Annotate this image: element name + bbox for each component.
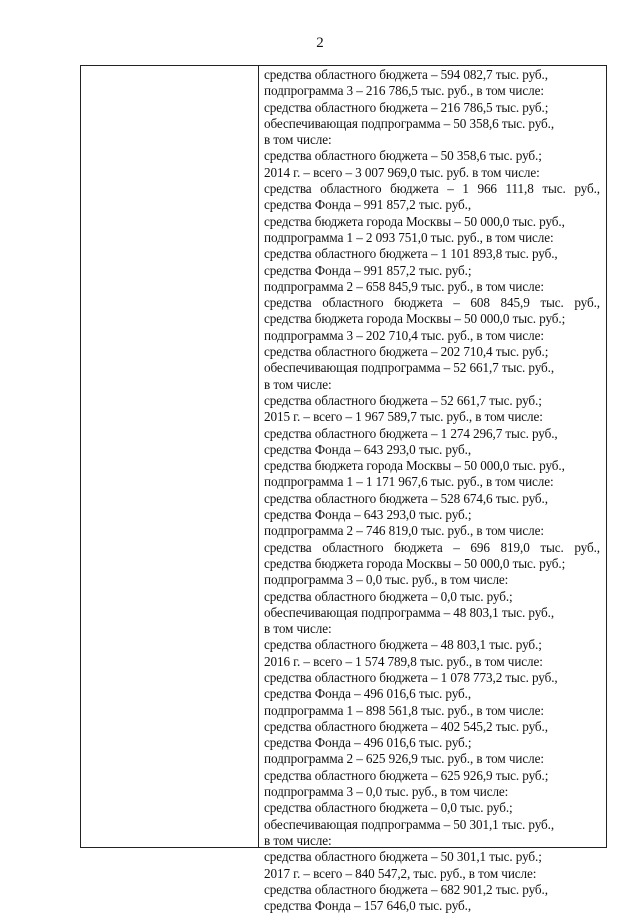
funding-line: средства областного бюджета – 216 786,5 тыс. руб.; bbox=[264, 99, 549, 115]
funding-line: подпрограмма 2 – 658 845,9 тыс. руб., в том числе: bbox=[264, 278, 544, 294]
funding-line: средства областного бюджета – 1 966 111,8 тыс. руб., bbox=[264, 181, 600, 197]
page-number: 2 bbox=[316, 35, 324, 51]
funding-line: средства областного бюджета – 608 845,9 тыс. руб., bbox=[264, 295, 600, 311]
funding-line: средства Фонда – 157 646,0 тыс. руб., bbox=[264, 898, 472, 914]
funding-line: в том числе: bbox=[264, 132, 332, 148]
funding-line: средства Фонда – 643 293,0 тыс. руб.; bbox=[264, 507, 472, 523]
funding-line: средства областного бюджета – 682 901,2 тыс. руб., bbox=[264, 881, 548, 897]
funding-line: в том числе: bbox=[264, 832, 332, 848]
funding-line: обеспечивающая подпрограмма – 48 803,1 тыс. руб., bbox=[264, 604, 555, 620]
funding-line: обеспечивающая подпрограмма – 50 358,6 тыс. руб., bbox=[264, 115, 555, 131]
funding-line: средства областного бюджета – 1 101 893,8 тыс. руб., bbox=[264, 246, 558, 262]
funding-line: средства бюджета города Москвы – 50 000,0 тыс. руб., bbox=[264, 213, 565, 229]
funding-line: в том числе: bbox=[264, 621, 332, 637]
funding-line: средства областного бюджета – 625 926,9 тыс. руб.; bbox=[264, 767, 549, 783]
budget-table bbox=[80, 65, 607, 914]
funding-line: подпрограмма 2 – 625 926,9 тыс. руб., в том числе: bbox=[264, 751, 544, 767]
funding-line: средства бюджета города Москвы – 50 000,0 тыс. руб.; bbox=[264, 555, 566, 571]
table-left-cell bbox=[81, 66, 259, 847]
funding-line: средства Фонда – 991 857,2 тыс. руб.; bbox=[264, 262, 472, 278]
funding-line: подпрограмма 1 – 898 561,8 тыс. руб., в том числе: bbox=[264, 702, 544, 718]
funding-line: 2016 г. – всего – 1 574 789,8 тыс. руб., в том числе: bbox=[264, 653, 543, 669]
funding-line: средства областного бюджета – 1 274 296,7 тыс. руб., bbox=[264, 425, 558, 441]
funding-line: подпрограмма 3 – 202 710,4 тыс. руб., в том числе: bbox=[264, 327, 544, 343]
funding-line: в том числе: bbox=[264, 376, 332, 392]
table-right-cell bbox=[264, 67, 600, 914]
funding-line: средства областного бюджета – 528 674,6 тыс. руб., bbox=[264, 490, 548, 506]
funding-line: средства областного бюджета – 50 301,1 тыс. руб.; bbox=[264, 849, 542, 865]
funding-line: средства Фонда – 496 016,6 тыс. руб.; bbox=[264, 735, 472, 751]
funding-line: средства бюджета города Москвы – 50 000,0 тыс. руб.; bbox=[264, 311, 566, 327]
funding-line: средства областного бюджета – 0,0 тыс. руб.; bbox=[264, 800, 513, 816]
funding-line: средства областного бюджета – 52 661,7 тыс. руб.; bbox=[264, 392, 542, 408]
funding-line: средства областного бюджета – 696 819,0 тыс. руб., bbox=[264, 539, 600, 555]
funding-line: 2017 г. – всего – 840 547,2, тыс. руб., в том числе: bbox=[264, 865, 537, 881]
funding-line: средства Фонда – 991 857,2 тыс. руб., bbox=[264, 197, 472, 213]
funding-line: подпрограмма 2 – 746 819,0 тыс. руб., в том числе: bbox=[264, 523, 544, 539]
funding-line: подпрограмма 1 – 2 093 751,0 тыс. руб., в том числе: bbox=[264, 229, 554, 245]
funding-line: средства областного бюджета – 1 078 773,2 тыс. руб., bbox=[264, 669, 558, 685]
funding-line: средства Фонда – 496 016,6 тыс. руб., bbox=[264, 686, 472, 702]
funding-line: средства областного бюджета – 0,0 тыс. руб.; bbox=[264, 588, 513, 604]
funding-line: подпрограмма 3 – 0,0 тыс. руб., в том числе: bbox=[264, 784, 509, 800]
funding-line: обеспечивающая подпрограмма – 50 301,1 тыс. руб., bbox=[264, 816, 555, 832]
funding-line: средства областного бюджета – 202 710,4 тыс. руб.; bbox=[264, 344, 549, 360]
funding-line: средства областного бюджета – 50 358,6 тыс. руб.; bbox=[264, 148, 542, 164]
funding-line: обеспечивающая подпрограмма – 52 661,7 тыс. руб., bbox=[264, 360, 555, 376]
funding-line: 2014 г. – всего – 3 007 969,0 тыс. руб. в том числе: bbox=[264, 164, 540, 180]
funding-line: подпрограмма 3 – 216 786,5 тыс. руб., в том числе: bbox=[264, 83, 544, 99]
funding-line: средства областного бюджета – 594 082,7 тыс. руб., bbox=[264, 67, 548, 82]
funding-line: средства областного бюджета – 48 803,1 тыс. руб.; bbox=[264, 637, 542, 653]
funding-line: средства областного бюджета – 402 545,2 тыс. руб., bbox=[264, 718, 548, 734]
funding-line: подпрограмма 1 – 1 171 967,6 тыс. руб., в том числе: bbox=[264, 474, 554, 490]
funding-line: средства Фонда – 643 293,0 тыс. руб., bbox=[264, 441, 472, 457]
funding-line: подпрограмма 3 – 0,0 тыс. руб., в том числе: bbox=[264, 572, 509, 588]
funding-line: средства бюджета города Москвы – 50 000,0 тыс. руб., bbox=[264, 458, 565, 474]
funding-line: 2015 г. – всего – 1 967 589,7 тыс. руб., в том числе: bbox=[264, 409, 543, 425]
